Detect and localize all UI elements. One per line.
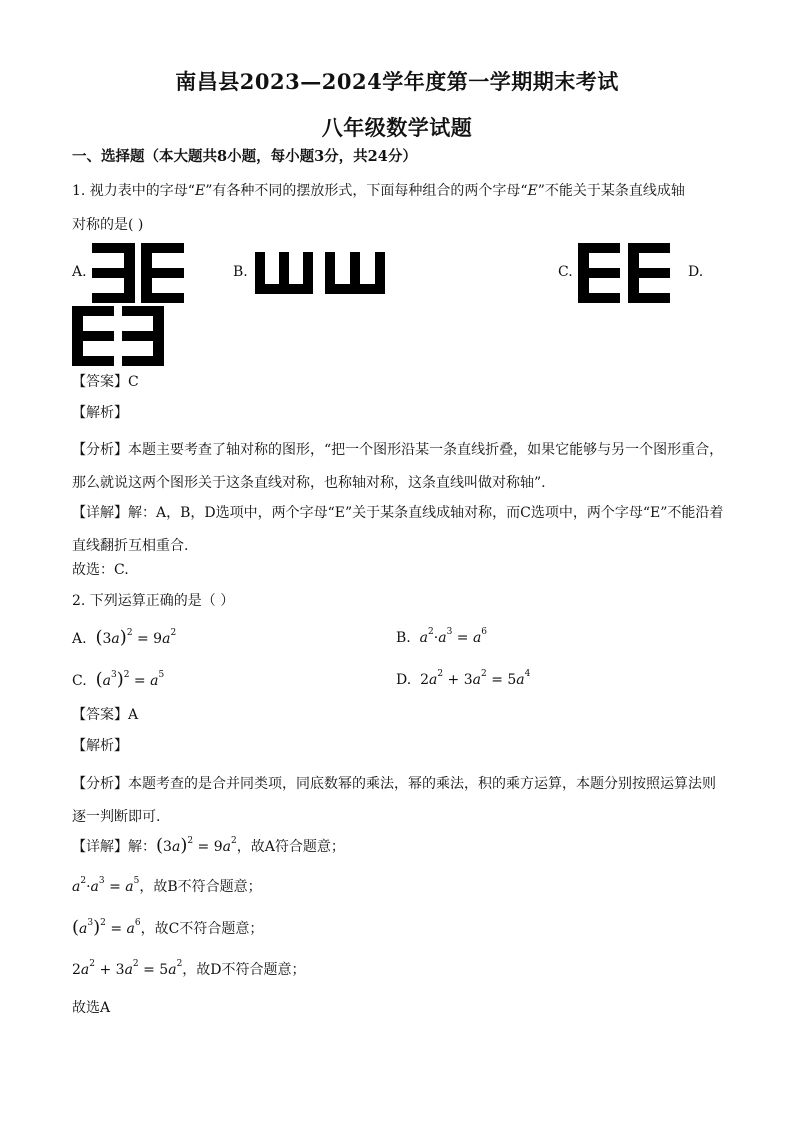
q2-fenxi: 【分析】本题考查的是合并同类项，同底数幂的乘法，幂的乘法，积的乘方运算，本题分别按照运算法则逐一判断即可. (72, 776, 716, 825)
q1-answer: 【答案】C (72, 374, 139, 390)
e-letter-mirrored (92, 243, 135, 303)
q1-analysis-label: 【解析】 (72, 405, 128, 421)
q2-step1: 【详解】解：$(3a)^2 = 9a^2$，故A符合题意； (72, 835, 345, 856)
q2-option-c: C. $(a^3)^2 = a^5$ (72, 669, 165, 690)
e-letter (72, 306, 114, 366)
q1-stem: 1. 视力表中的字母“E”有各种不同的摆放形式，下面每种组合的两个字母“E”不能关于某条直线成轴 (72, 183, 685, 199)
q2-step2: $a^2\cdot a^3 = a^5$，故B不符合题意； (72, 876, 262, 895)
q2-option-a: A. $(3a)^2 = 9a^2$ (72, 627, 177, 648)
q2-analysis-label: 【解析】 (72, 738, 128, 754)
q2-conclusion: 故选A (72, 1000, 111, 1016)
q1-xiangjie: 【详解】解：A，B，D选项中，两个字母“E”关于某条直线成轴对称，而C选项中，两个字母“E”不能沿着直线翻折互相重合. (72, 505, 724, 554)
q1-option-d-figure (72, 306, 164, 366)
section-heading: 一、选择题（本大题共8小题，每小题3分，共24分） (72, 148, 417, 165)
q1-option-c-label: C. (558, 264, 573, 280)
q1-conclusion: 故选：C. (72, 562, 129, 578)
q1-stem-line2: 对称的是( ) (72, 217, 144, 233)
exam-subtitle: 八年级数学试题 (321, 115, 473, 140)
e-letter-rotated (325, 252, 385, 294)
q2-option-b: B. $a^2\cdot a^3 = a^6$ (396, 627, 488, 646)
q2-stem: 2. 下列运算正确的是（ ） (72, 593, 235, 609)
e-letter (578, 243, 620, 303)
e-letter (628, 243, 670, 303)
e-letter-mirrored (122, 306, 164, 366)
exam-title: 南昌县2023—2024学年度第一学期期末考试 (175, 69, 619, 94)
q2-step4: $2a^2 + 3a^2 = 5a^2$，故D不符合题意； (72, 959, 306, 978)
q2-answer: 【答案】A (72, 707, 139, 723)
q1-option-c-figure (578, 243, 670, 303)
q1-option-b-label: B. (233, 264, 248, 280)
q2-step3: $(a^3)^2 = a^6$，故C不符合题意； (72, 917, 264, 938)
q2-option-d: D. $2a^2 + 3a^2 = 5a^4$ (396, 669, 531, 688)
q1-option-a-label: A. (72, 264, 87, 280)
e-letter (141, 243, 184, 303)
e-letter-rotated (255, 252, 313, 294)
q1-option-d-label: D. (688, 264, 704, 280)
q1-option-a-figure (92, 243, 184, 303)
q1-option-b-figure (255, 252, 385, 294)
q1-fenxi: 【分析】本题主要考查了轴对称的图形，“把一个图形沿某一条直线折叠，如果它能够与另一个图形重合，那么就说这两个图形关于这条直线对称，也称轴对称，这条直线叫做对称轴”. (72, 442, 724, 491)
